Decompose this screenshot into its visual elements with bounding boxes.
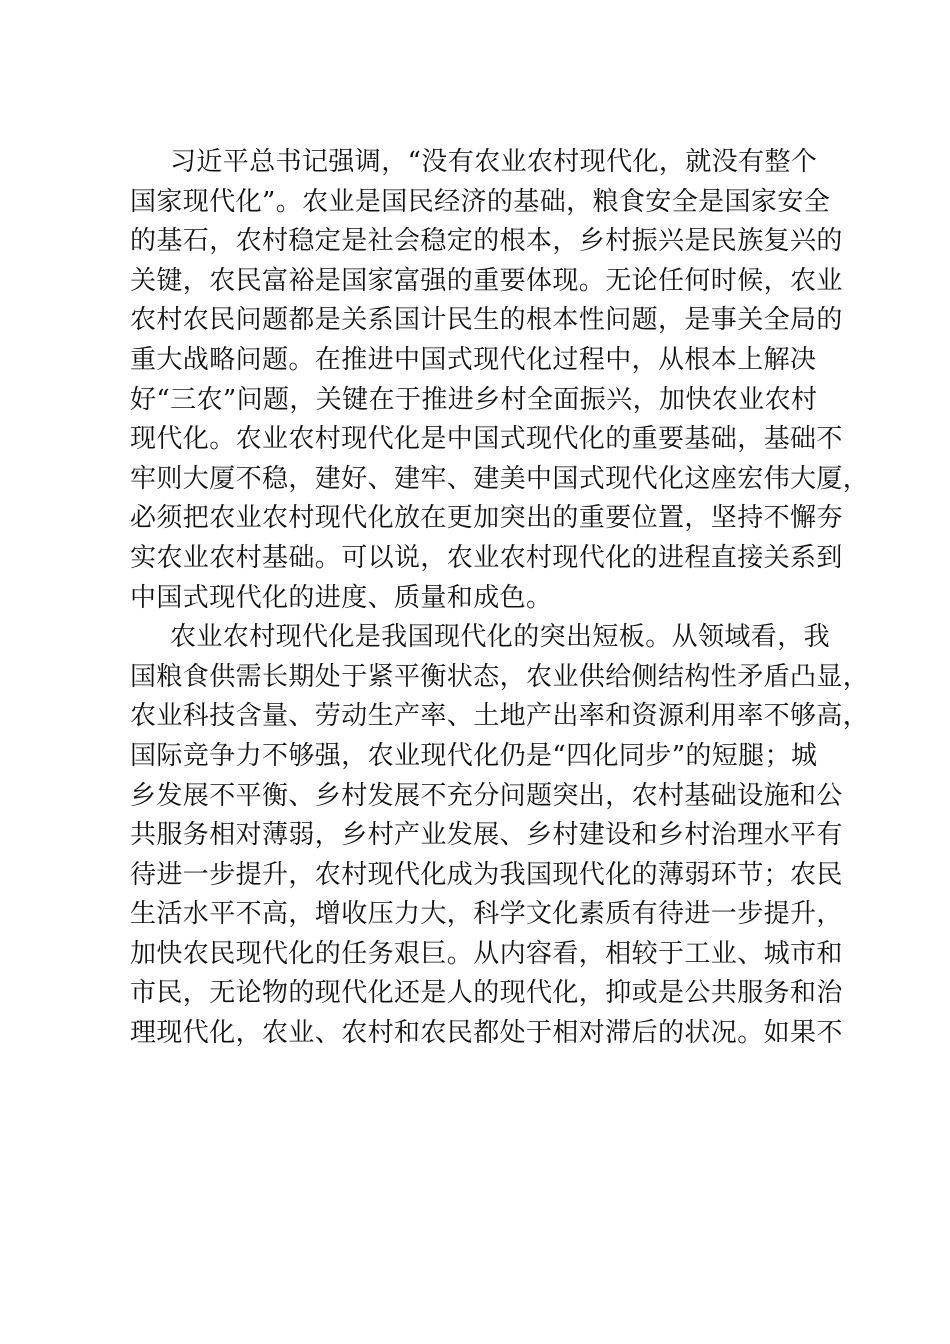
paragraph-1-line-8: 现代化。农业农村现代化是中国式现代化的重要基础，基础不 [130,424,843,455]
paragraph-1-line-10: 必须把农业农村现代化放在更加突出的重要位置，坚持不懈夯 [130,503,843,534]
paragraph-1-line-3: 的基石，农村稳定是社会稳定的根本，乡村振兴是民族复兴的 [130,226,843,257]
paragraph-2-line-3: 农业科技含量、劳动生产率、土地产出率和资源利用率不够高， [130,701,870,732]
paragraph-2-line-5: 乡发展不平衡、乡村发展不充分问题突出，农村基础设施和公 [130,780,843,811]
paragraph-2-line-11: 理现代化，农业、农村和农民都处于相对滞后的状况。如果不 [130,1018,843,1049]
paragraph-2-line-6: 共服务相对薄弱，乡村产业发展、乡村建设和乡村治理水平有 [130,820,843,851]
paragraph-2-line-9: 加快农民现代化的任务艰巨。从内容看，相较于工业、城市和 [130,938,843,969]
paragraph-1-line-5: 农村农民问题都是关系国计民生的根本性问题，是事关全局的 [130,305,843,336]
paragraph-1-line-1: 习近平总书记强调，“没有农业农村现代化，就没有整个 [170,147,818,177]
paragraph-1-line-7: 好“三农”问题，关键在于推进乡村全面振兴，加快农业农村 [130,384,818,415]
paragraph-2-line-4: 国际竞争力不够强，农业现代化仍是“四化同步”的短腿；城 [130,740,818,771]
body-text [130,143,870,1054]
paragraph-2-line-7: 待进一步提升，农村现代化成为我国现代化的薄弱环节；农民 [130,859,843,890]
paragraph-1-line-11: 实农业农村基础。可以说，农业农村现代化的进程直接关系到 [130,542,843,573]
paragraph-2-line-2: 国粮食供需长期处于紧平衡状态，农业供给侧结构性矛盾凸显， [130,661,870,692]
paragraph-1-line-12: 中国式现代化的进度、质量和成色。 [130,582,553,613]
paragraph-1-line-9: 牢则大厦不稳，建好、建牢、建美中国式现代化这座宏伟大厦， [130,463,870,494]
paragraph-2-line-1: 农业农村现代化是我国现代化的突出短板。从领域看，我 [170,622,831,653]
paragraph-1-line-6: 重大战略问题。在推进中国式现代化过程中，从根本上解决 [130,344,817,375]
paragraph-2-line-8: 生活水平不高，增收压力大，科学文化素质有待进一步提升， [130,899,843,930]
paragraph-2-line-10: 市民，无论物的现代化还是人的现代化，抑或是公共服务和治 [130,978,843,1009]
paragraph-1-line-2: 国家现代化”。农业是国民经济的基础，粮食安全是国家安全 [130,186,831,217]
paragraph-1-line-4: 关键，农民富裕是国家富强的重要体现。无论任何时候，农业 [130,265,843,296]
